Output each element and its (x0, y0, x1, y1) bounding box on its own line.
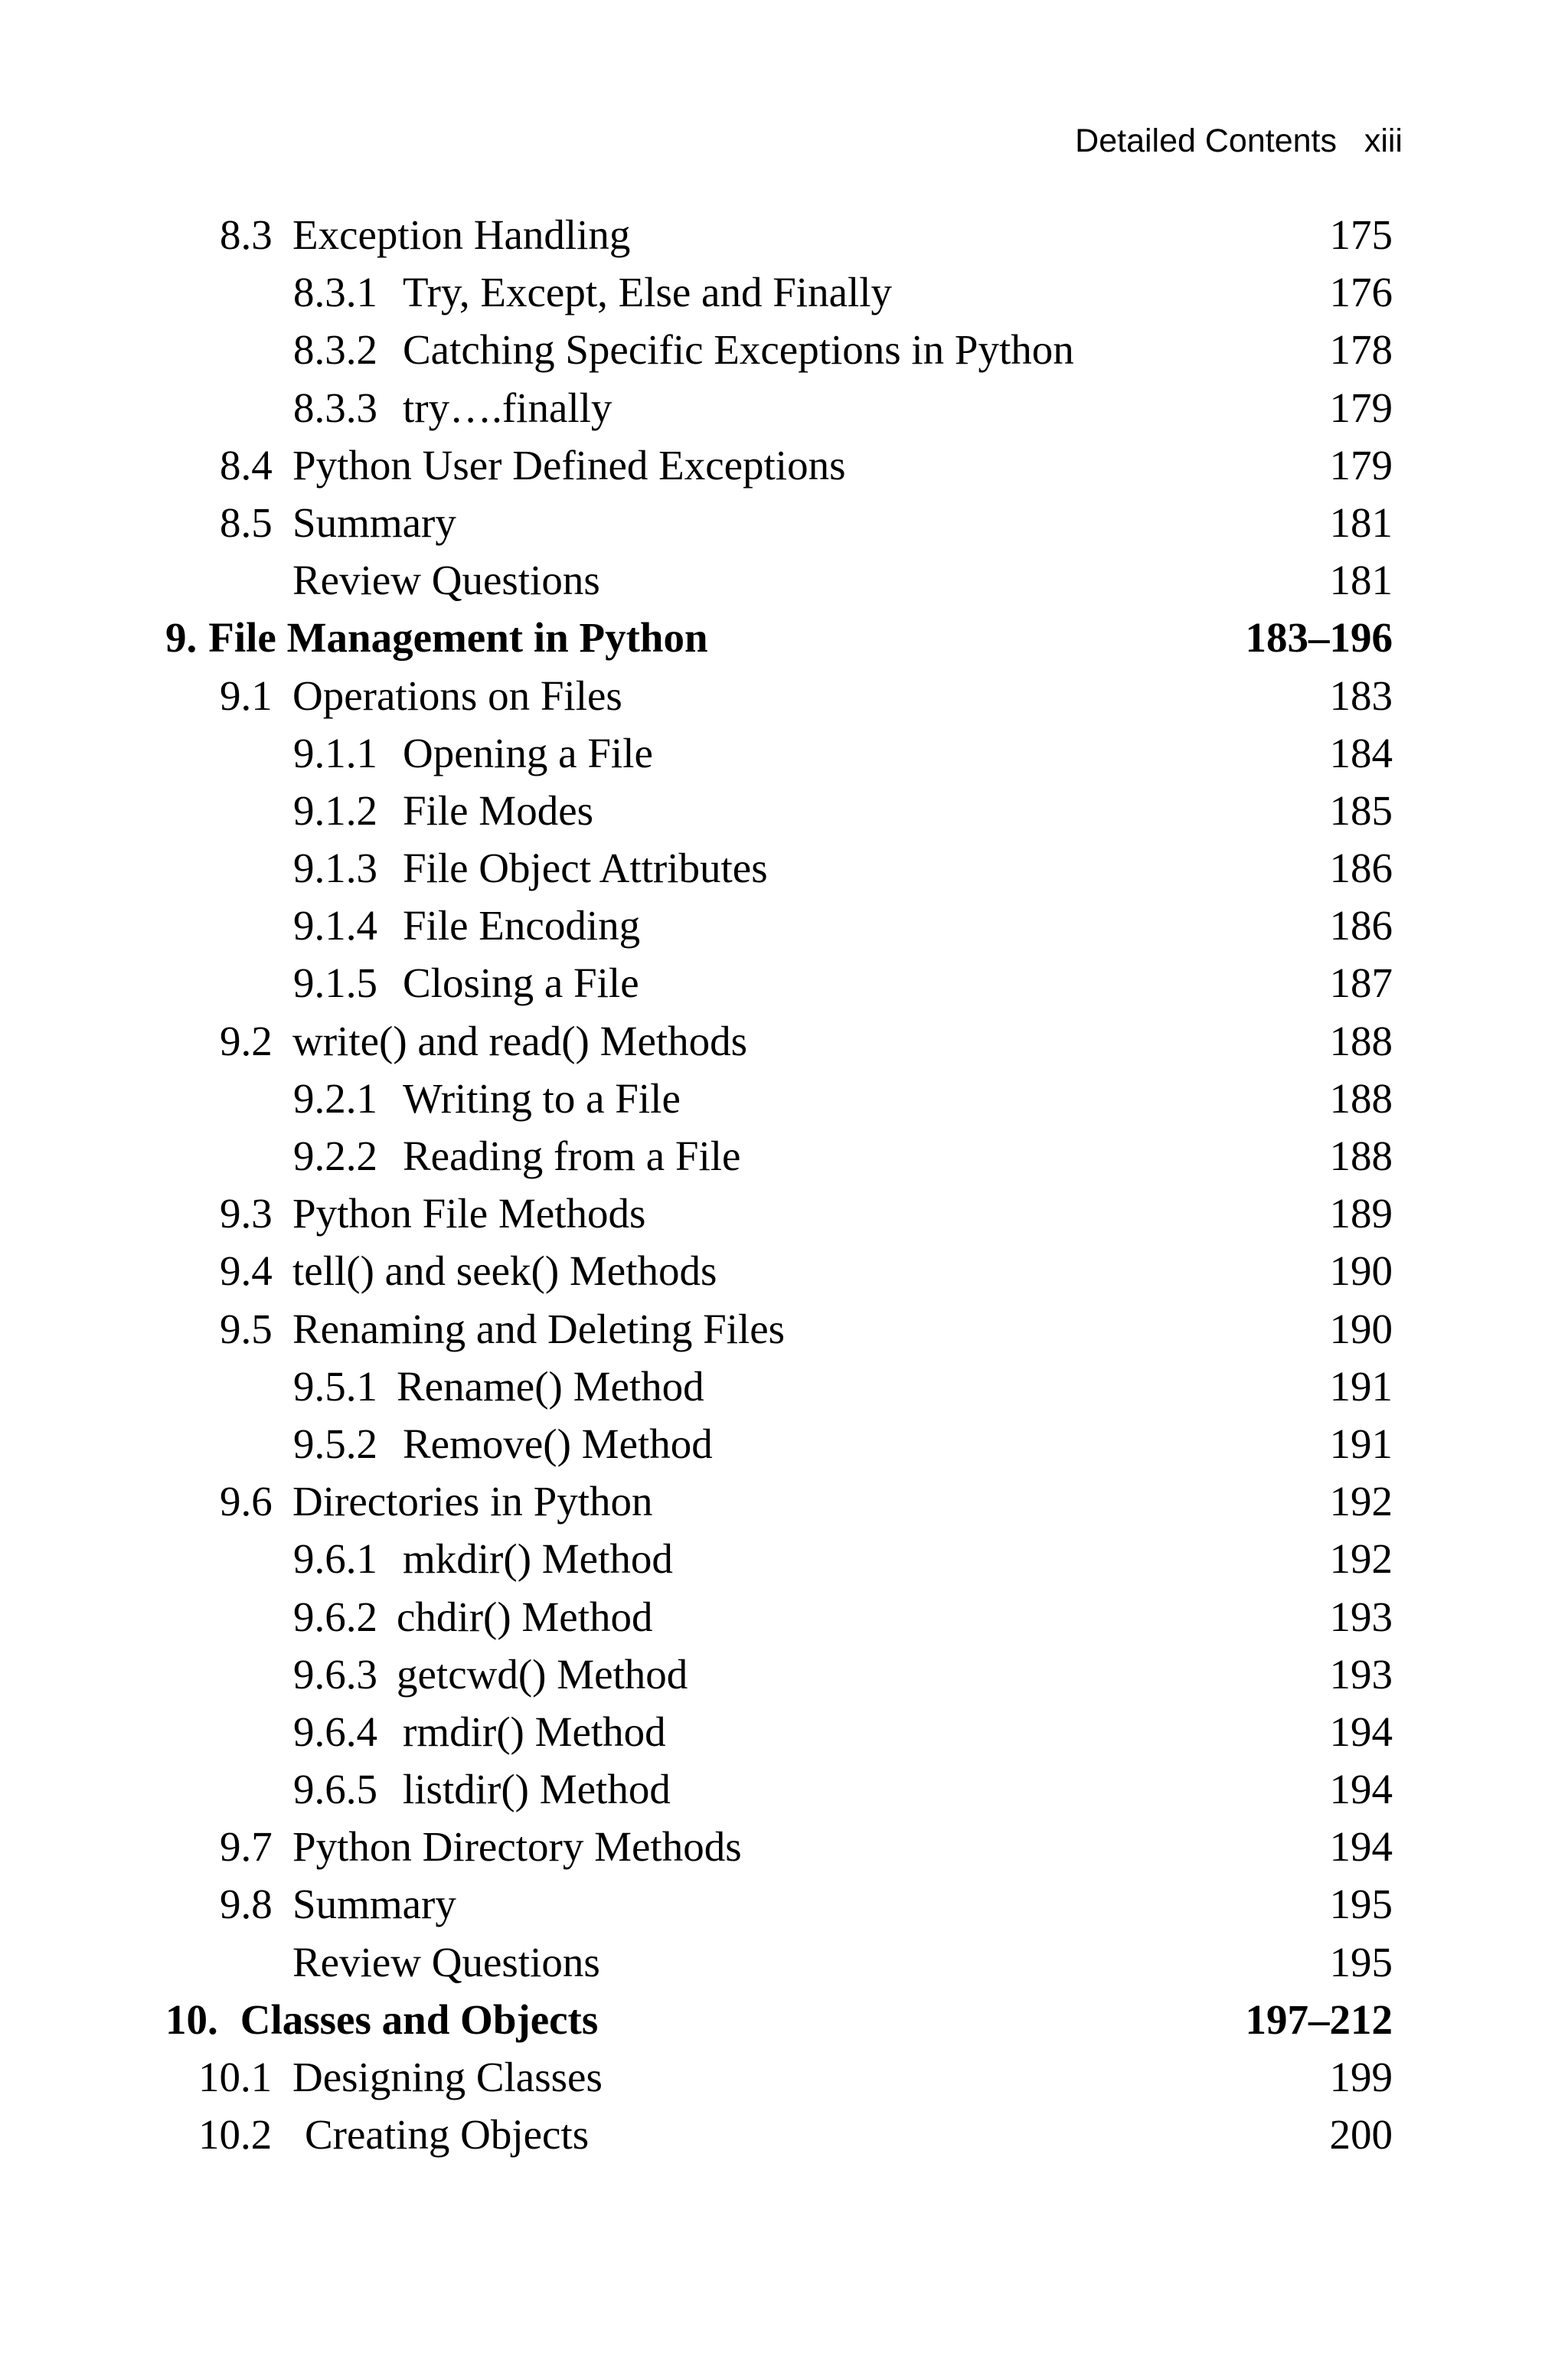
toc-row (0, 206, 1568, 263)
toc-row (0, 494, 1568, 551)
toc-number: 8.3.1 (293, 269, 377, 316)
toc-page-number: 192 (1329, 1535, 1393, 1583)
toc-entry (293, 724, 653, 782)
toc-entry (220, 667, 622, 724)
toc-row (0, 897, 1568, 954)
toc-number: 9.6.3 (293, 1650, 377, 1698)
toc-number: 9.3 (220, 1190, 273, 1237)
running-header (1075, 123, 1403, 160)
toc-row (0, 954, 1568, 1012)
toc-row (0, 1242, 1568, 1299)
toc-page-number: 194 (1329, 1766, 1393, 1813)
toc-entry (293, 1588, 653, 1646)
toc-row (0, 1300, 1568, 1358)
toc-title: Review Questions (292, 1938, 600, 1986)
toc-row (0, 1588, 1568, 1646)
toc-row (0, 1530, 1568, 1587)
running-header-title: Detailed Contents (1075, 123, 1337, 159)
toc-title: rmdir() Method (403, 1708, 666, 1755)
toc-entry (293, 1358, 704, 1415)
toc-entry (198, 2048, 603, 2106)
toc-title: Opening a File (403, 729, 653, 776)
toc-entry (293, 1530, 673, 1587)
toc-page-number: 190 (1329, 1305, 1393, 1352)
toc-title: chdir() Method (397, 1593, 653, 1640)
toc-row (0, 1185, 1568, 1242)
toc-entry (220, 551, 600, 609)
toc-title: File Management in Python (208, 614, 708, 662)
toc-entry (220, 1933, 600, 1991)
toc-row (0, 782, 1568, 839)
toc-page-number: 195 (1329, 1938, 1393, 1986)
toc-title: File Modes (403, 786, 594, 834)
toc-page-number: 187 (1329, 959, 1393, 1007)
toc-number: 9.6.1 (293, 1535, 377, 1583)
toc-title: write() and read() Methods (292, 1017, 748, 1064)
toc-number: 8.5 (220, 498, 273, 546)
toc-number: 9.5 (220, 1305, 273, 1352)
toc-number: 8.4 (220, 441, 273, 489)
toc-row (0, 1415, 1568, 1472)
toc-row (0, 379, 1568, 436)
toc-entry (220, 206, 630, 263)
toc-entry (165, 1991, 598, 2048)
toc-page-number: 199 (1329, 2054, 1393, 2100)
toc-title: Reading from a File (403, 1132, 741, 1179)
toc-page-number: 193 (1329, 1593, 1393, 1640)
toc-entry (293, 379, 612, 436)
toc-title: listdir() Method (403, 1766, 671, 1813)
toc-page-number: 191 (1329, 1420, 1393, 1467)
toc-chapter-row (0, 1991, 1568, 2048)
toc-number: 8.3.3 (293, 384, 377, 431)
toc-entry (293, 839, 768, 897)
toc-page-number: 195 (1329, 1881, 1393, 1928)
toc-page-number: 191 (1329, 1362, 1393, 1410)
toc-number: 9.6.5 (293, 1766, 377, 1813)
toc-title: Python User Defined Exceptions (292, 441, 846, 489)
toc-row (0, 1818, 1568, 1875)
toc-page-number: 194 (1329, 1823, 1393, 1871)
toc-title: mkdir() Method (403, 1535, 673, 1583)
toc-title: Operations on Files (292, 672, 622, 719)
toc-row (0, 321, 1568, 378)
toc-page-number: 188 (1329, 1017, 1393, 1064)
toc-number: 9.1.4 (293, 902, 377, 949)
toc-title: Catching Specific Exceptions in Python (403, 326, 1074, 374)
toc-page-number: 181 (1329, 557, 1393, 604)
toc-title: Writing to a File (403, 1074, 681, 1122)
toc-row (0, 2106, 1568, 2163)
toc-title: Closing a File (403, 959, 639, 1007)
toc-entry (293, 1760, 671, 1818)
toc-entry (165, 609, 708, 666)
toc-title: Python Directory Methods (292, 1823, 742, 1871)
toc-row (0, 839, 1568, 897)
toc-entry (293, 782, 593, 839)
toc-row (0, 1070, 1568, 1127)
toc-row (0, 1646, 1568, 1703)
toc-page-number: 192 (1329, 1478, 1393, 1525)
toc-chapter-row (0, 609, 1568, 666)
toc-page-number: 183–196 (1245, 614, 1393, 662)
toc-row (0, 2048, 1568, 2106)
toc-title: Review Questions (292, 557, 600, 604)
toc-page-number: 186 (1329, 845, 1393, 892)
toc-entry (220, 1472, 652, 1530)
toc-number: 8.3.2 (293, 326, 377, 374)
toc-row (0, 1012, 1568, 1070)
toc-entry (293, 1646, 688, 1703)
toc-title: File Encoding (403, 902, 641, 949)
toc-title: Try, Except, Else and Finally (403, 269, 893, 316)
toc-title: Rename() Method (397, 1362, 704, 1410)
toc-entry (293, 1703, 666, 1760)
toc-number: 9.5.2 (293, 1420, 377, 1467)
toc-number: 8.3 (220, 211, 273, 258)
toc-number: 9.4 (220, 1247, 273, 1295)
toc-entry (220, 436, 846, 494)
toc-entry (220, 1242, 717, 1299)
table-of-contents (0, 206, 1568, 2163)
toc-title: Exception Handling (292, 211, 631, 258)
toc-entry (220, 1875, 456, 1933)
toc-page-number: 185 (1329, 786, 1393, 834)
toc-entry (220, 1818, 742, 1875)
toc-title: Creating Objects (305, 2111, 590, 2159)
toc-number: 9.1.5 (293, 959, 377, 1007)
toc-number: 10.1 (198, 2054, 273, 2100)
toc-title: try….finally (403, 384, 612, 431)
page-numeral: xiii (1364, 123, 1403, 159)
toc-number: 9.6 (220, 1478, 273, 1525)
toc-page-number: 200 (1329, 2111, 1393, 2159)
toc-title: Directories in Python (292, 1478, 653, 1525)
toc-row (0, 436, 1568, 494)
toc-entry (293, 1127, 740, 1185)
toc-page-number: 197–212 (1245, 1995, 1393, 2043)
toc-number: 9. (165, 614, 198, 662)
toc-title: Remove() Method (403, 1420, 713, 1467)
toc-page-number: 179 (1329, 441, 1393, 489)
toc-row (0, 1933, 1568, 1991)
toc-entry (293, 954, 639, 1012)
toc-page-number: 188 (1329, 1074, 1393, 1122)
toc-entry (293, 263, 892, 321)
toc-entry (293, 1415, 713, 1472)
toc-row (0, 263, 1568, 321)
toc-title: tell() and seek() Methods (292, 1247, 717, 1295)
toc-number: 9.6.2 (293, 1593, 377, 1640)
toc-row (0, 724, 1568, 782)
toc-row (0, 1127, 1568, 1185)
toc-row (0, 1875, 1568, 1933)
toc-number: 9.2 (220, 1017, 273, 1064)
toc-number: 9.5.1 (293, 1362, 377, 1410)
toc-page-number: 179 (1329, 384, 1393, 431)
toc-page-number: 190 (1329, 1247, 1393, 1295)
toc-number: 10. (165, 1995, 218, 2043)
toc-title: File Object Attributes (403, 845, 768, 892)
toc-number: 9.2.2 (293, 1132, 377, 1179)
toc-page-number: 175 (1329, 211, 1393, 258)
toc-row (0, 667, 1568, 724)
toc-number: 9.2.1 (293, 1074, 377, 1122)
toc-row (0, 1472, 1568, 1530)
toc-title: Classes and Objects (240, 1995, 599, 2043)
toc-page-number: 189 (1329, 1190, 1393, 1237)
toc-page-number: 176 (1329, 269, 1393, 316)
toc-entry (293, 897, 640, 954)
toc-number: 10.2 (198, 2111, 273, 2159)
toc-title: Summary (292, 1881, 456, 1928)
toc-row (0, 1760, 1568, 1818)
toc-number: 9.7 (220, 1823, 273, 1871)
toc-page-number: 188 (1329, 1132, 1393, 1179)
toc-number: 9.6.4 (293, 1708, 377, 1755)
toc-entry (220, 494, 456, 551)
toc-number: 9.1.2 (293, 786, 377, 834)
toc-number: 9.1.3 (293, 845, 377, 892)
toc-entry (293, 1070, 681, 1127)
toc-entry (220, 1300, 785, 1358)
toc-title: getcwd() Method (397, 1650, 688, 1698)
toc-entry (220, 1185, 645, 1242)
toc-number: 9.8 (220, 1881, 273, 1928)
toc-page-number: 183 (1329, 672, 1393, 719)
toc-row (0, 1358, 1568, 1415)
toc-title: Renaming and Deleting Files (292, 1305, 786, 1352)
toc-page-number: 181 (1329, 498, 1393, 546)
toc-number: 9.1.1 (293, 729, 377, 776)
toc-page-number: 186 (1329, 902, 1393, 949)
toc-row (0, 551, 1568, 609)
toc-title: Summary (292, 498, 456, 546)
toc-page-number: 194 (1329, 1708, 1393, 1755)
toc-row (0, 1703, 1568, 1760)
toc-page-number: 178 (1329, 326, 1393, 374)
toc-entry (293, 321, 1074, 378)
toc-entry (220, 1012, 747, 1070)
toc-title: Python File Methods (292, 1190, 646, 1237)
toc-number: 9.1 (220, 672, 273, 719)
toc-title: Designing Classes (292, 2054, 603, 2100)
toc-entry (198, 2106, 589, 2163)
toc-page-number: 193 (1329, 1650, 1393, 1698)
toc-page-number: 184 (1329, 729, 1393, 776)
